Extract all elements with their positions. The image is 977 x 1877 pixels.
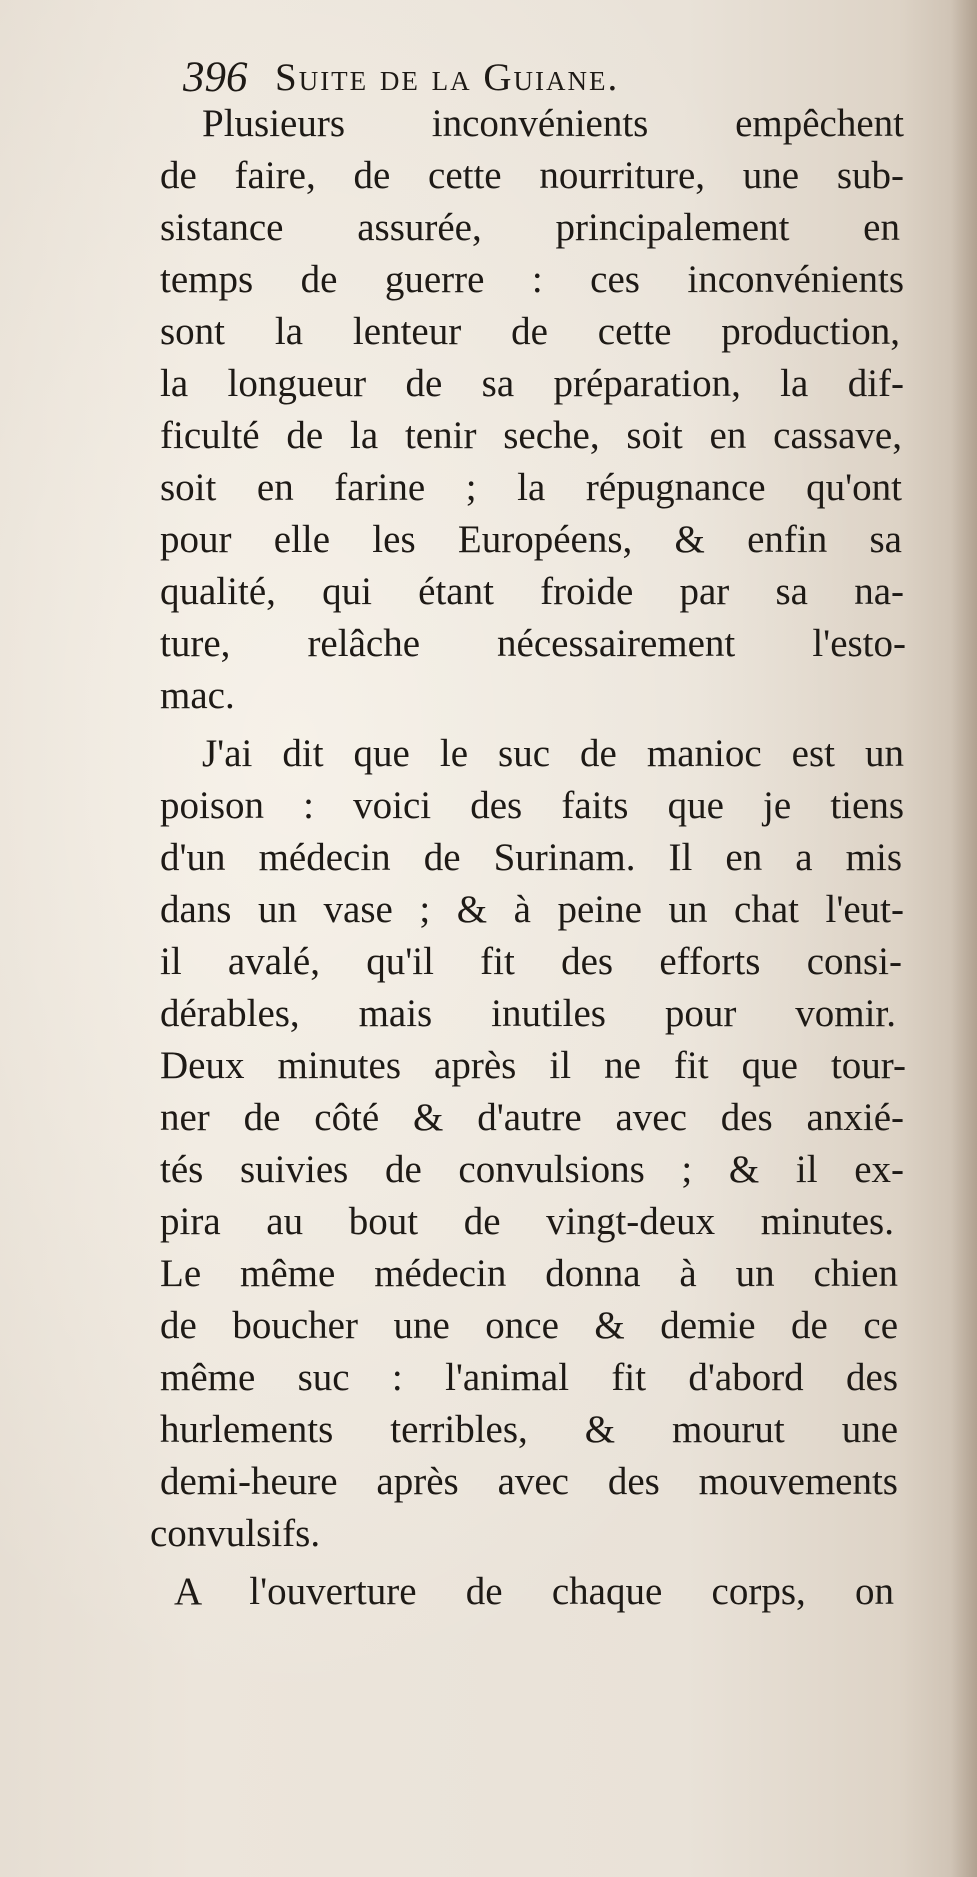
text-line: pour elle les Européens, & enfin sa bbox=[160, 518, 902, 561]
text-line: sistance assurée, principalement en bbox=[160, 206, 900, 249]
text-line: dérables, mais inutiles pour vomir. bbox=[160, 992, 896, 1035]
text-line: A l'ouverture de chaque corps, on bbox=[174, 1570, 894, 1613]
page-header bbox=[183, 52, 803, 104]
text-line: dans un vase ; & à peine un chat l'eut- bbox=[160, 888, 904, 931]
text-line: d'un médecin de Surinam. Il en a mis bbox=[160, 836, 902, 879]
text-line: même suc : l'animal fit d'abord des bbox=[160, 1356, 898, 1399]
text-line: Deux minutes après il ne fit que tour- bbox=[160, 1044, 906, 1087]
text-line: sont la lenteur de cette production, bbox=[160, 310, 900, 353]
text-line: pira au bout de vingt-deux minutes. bbox=[160, 1200, 894, 1243]
text-line: soit en farine ; la répugnance qu'ont bbox=[160, 466, 902, 509]
text-line: Plusieurs inconvénients empêchent bbox=[202, 102, 904, 145]
text-line: de boucher une once & demie de ce bbox=[160, 1304, 898, 1347]
text-line: demi-heure après avec des mouvements bbox=[160, 1460, 898, 1503]
text-line: poison : voici des faits que je tiens bbox=[160, 784, 904, 827]
text-line: J'ai dit que le suc de manioc est un bbox=[202, 732, 904, 775]
text-line: hurlements terribles, & mourut une bbox=[160, 1408, 898, 1451]
page-edge-shadow bbox=[951, 0, 977, 1877]
body-text bbox=[150, 98, 910, 1613]
text-line: mac. bbox=[160, 674, 235, 717]
text-line: qualité, qui étant froide par sa na- bbox=[160, 570, 904, 613]
page-number: 396 bbox=[183, 54, 248, 101]
text-line: ner de côté & d'autre avec des anxié- bbox=[160, 1096, 904, 1139]
text-line: il avalé, qu'il fit des efforts consi- bbox=[160, 940, 902, 983]
text-line: ture, relâche nécessairement l'esto- bbox=[160, 622, 906, 665]
text-line: temps de guerre : ces inconvénients bbox=[160, 258, 904, 301]
text-line: la longueur de sa préparation, la dif- bbox=[160, 362, 904, 405]
text-line: tés suivies de convulsions ; & il ex- bbox=[160, 1148, 904, 1191]
text-line: de faire, de cette nourriture, une sub- bbox=[160, 154, 904, 197]
running-head: Suite de la Guiane. bbox=[275, 56, 620, 99]
text-line: ficulté de la tenir seche, soit en cassave, bbox=[160, 414, 902, 457]
text-line: convulsifs. bbox=[150, 1512, 321, 1555]
text-line: Le même médecin donna à un chien bbox=[160, 1252, 898, 1295]
